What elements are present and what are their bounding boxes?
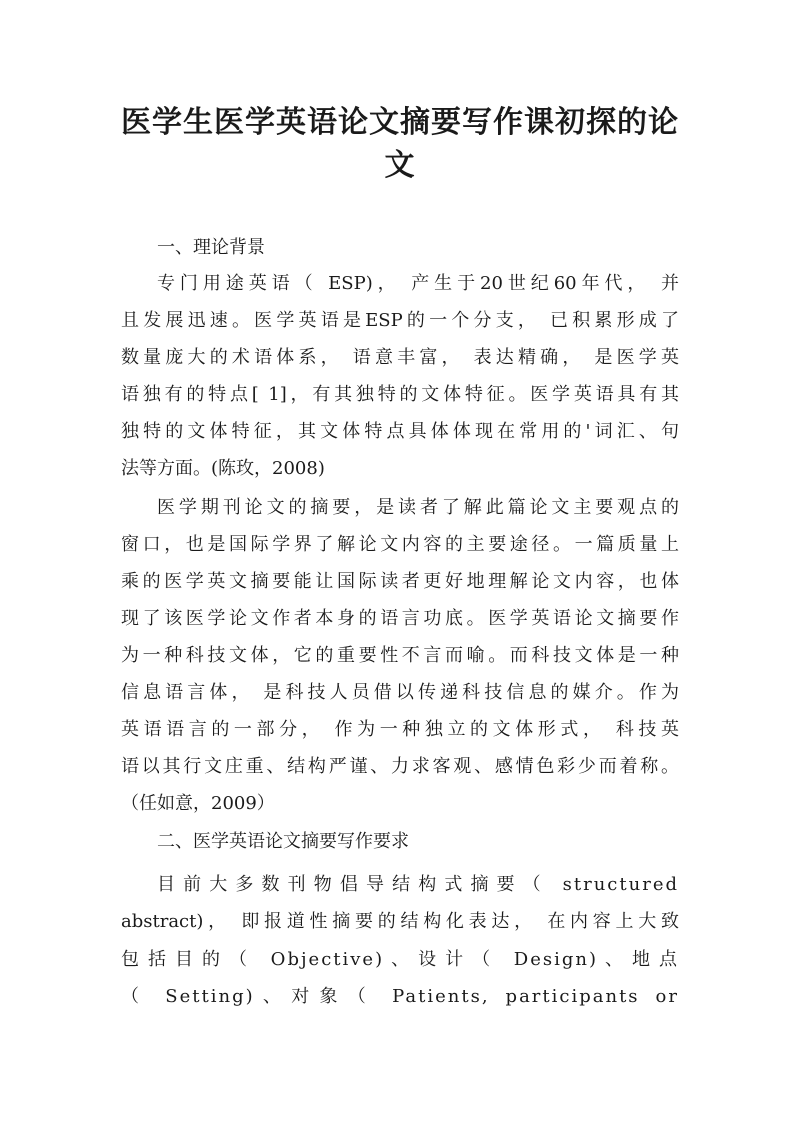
body-line: 现了该医学论文作者本身的语言功底。医学英语论文摘要作 — [121, 608, 679, 629]
body-line: 窗口，也是国际学界了解论文内容的主要途径。一篇质量上 — [121, 534, 679, 555]
body-line: 为一种科技文体，它的重要性不言而喻。而科技文体是一种 — [121, 645, 679, 666]
body-line: 语独有的特点[ 1]，有其独特的文体特征。医学英语具有其 — [121, 384, 679, 405]
body-line: 专门用途英语（ ESP)， 产生于20世纪60年代， 并 — [157, 273, 679, 294]
body-line: （任如意，2009） — [121, 793, 275, 814]
body-line: 医学期刊论文的摘要，是读者了解此篇论文主要观点的 — [157, 497, 679, 518]
body-line: 目前大多数刊物倡导结构式摘要（ structured — [157, 874, 679, 895]
body-line: 信息语言体， 是科技人员借以传递科技信息的媒介。作为 — [121, 682, 679, 703]
document-title-line-1: 医学生医学英语论文摘要写作课初探的论 — [121, 105, 679, 140]
section-heading-theory: 一、理论背景 — [157, 237, 265, 258]
body-line: 乘的医学英文摘要能让国际读者更好地理解论文内容，也体 — [121, 571, 679, 592]
body-line: abstract)， 即报道性摘要的结构化表达， 在内容上大致 — [121, 911, 679, 932]
body-line: 英语语言的一部分， 作为一种独立的文体形式， 科技英 — [121, 719, 679, 740]
body-line: 数量庞大的术语体系， 语意丰富， 表达精确， 是医学英 — [121, 347, 679, 368]
body-line: 法等方面。(陈玫，2008) — [121, 458, 325, 479]
section-heading-requirements: 二、医学英语论文摘要写作要求 — [157, 831, 409, 852]
body-line: 包括目的（ Objective)、设计（ Design)、地点 — [121, 949, 679, 970]
body-line: （ Setting)、对象（ Patients, participants or — [121, 986, 679, 1007]
body-line: 独特的文体特征，其文体特点具体体现在常用的'词汇、句 — [121, 421, 679, 442]
body-line: 语以其行文庄重、结构严谨、力求客观、感情色彩少而着称。 — [121, 756, 679, 777]
document-title-line-2: 文 — [384, 148, 416, 183]
body-line: 且发展迅速。医学英语是ESP的一个分支， 已积累形成了 — [121, 310, 679, 331]
